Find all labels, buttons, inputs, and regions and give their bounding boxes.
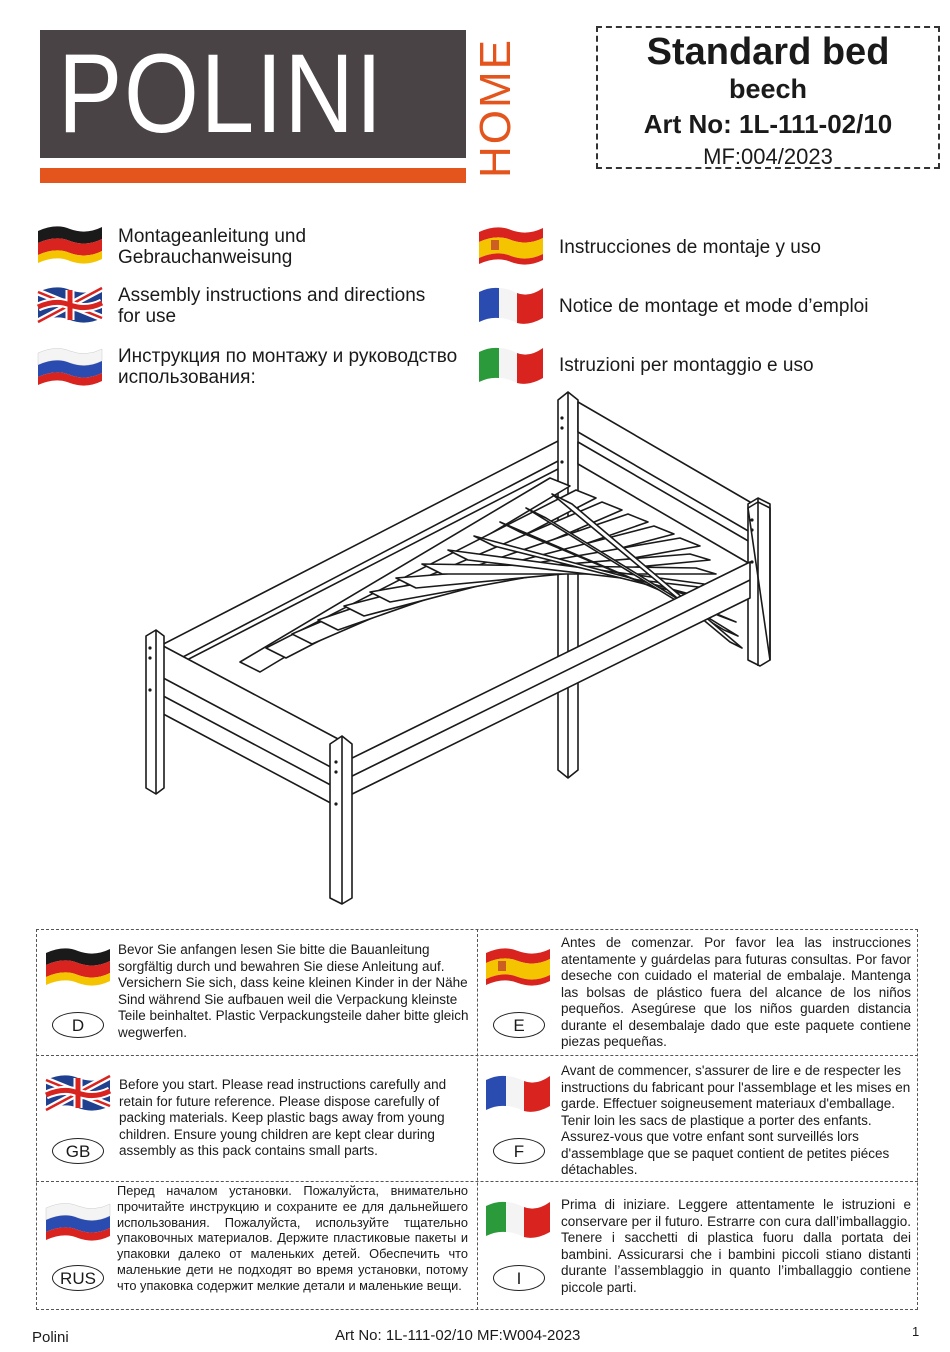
manufacture-code: MF:004/2023: [703, 144, 833, 169]
page-number: 1: [912, 1324, 920, 1339]
spain-flag-icon: [484, 945, 552, 987]
notice-spanish: Antes de comenzar. Por favor lea las instrucciones atentamente y guárdelas para futuras consultas. Por favor deseche con cuidado el material de embalaje. Mantenga las bolsas de plástico fuera del alcance de los niños pequeños. Asegúrese que los niños guarden distancia durante el desembalaje dado que este paquete contiene piezas pequeñas.: [561, 935, 911, 1049]
logo-home: [471, 30, 520, 186]
uk-flag-icon: [44, 1072, 112, 1114]
grid-divider: [477, 929, 478, 1310]
lang-code-badge: D: [52, 1012, 104, 1038]
notice-french: Avant de commencer, s'assurer de lire e de respecter les instructions du fabricant pour l'assemblage et les mises en garde. Effectuer soigneusement materiaux d'emballage. Tenir loin les sacs de plastique a porter des enfants. Assurez-vous que votre enfant sont surveillés lors d'assemblage que se paquet contient de petites piéces détachables.: [561, 1063, 911, 1177]
logo-home-text: HOME: [471, 38, 520, 178]
lang-english-line2: for use: [118, 306, 177, 327]
germany-flag-icon: [36, 223, 104, 265]
lang-code-badge: RUS: [52, 1265, 104, 1291]
notice-italian: Prima di iniziare. Leggere attentamente le istruzioni e conservare per il futuro. Estrarre con cura dall’imballaggio. Tenere i sacchetti di plastica fuoru dalla portata dei bambini. Assicurarsi che i bambini piccoli stiano distanti durante l’assemblaggio in quanto l’imballaggio contiene piccole parti.: [561, 1197, 911, 1295]
product-title: Standard bed: [646, 31, 890, 73]
footer-article: Art No: 1L-111-02/10 MF:W004-2023: [335, 1327, 581, 1344]
lang-english: [118, 285, 425, 327]
france-flag-icon: [484, 1072, 552, 1114]
russia-flag-icon: [44, 1200, 112, 1242]
lang-russian: [118, 346, 457, 388]
footer-brand: Polini: [32, 1329, 69, 1346]
lang-spanish: Instrucciones de montaje y uso: [559, 237, 821, 258]
lang-german-line1: Montageanleitung und: [118, 226, 307, 247]
notice-english: Before you start. Please read instructions carefully and retain for future reference. Please dispose carefully of packing materials. Keep plastic bags away from young children. Ensure young children are kept clear during assembly as this pack contains small parts.: [119, 1077, 447, 1158]
title-box: [596, 26, 940, 169]
spain-flag-icon: [477, 224, 545, 266]
france-flag-icon: [477, 284, 545, 326]
russia-flag-icon: [36, 345, 104, 387]
lang-russian-line2: использования:: [118, 367, 256, 388]
lang-german-line2: Gebrauchanweisung: [118, 247, 293, 268]
lang-french: Notice de montage et mode d’emploi: [559, 296, 869, 317]
lang-russian-line1: Инструкция по монтажу и руководство: [118, 346, 458, 367]
lang-code-badge: I: [493, 1265, 545, 1291]
logo-accent-bar: [40, 168, 466, 183]
product-material: beech: [728, 74, 808, 104]
lang-italian: Istruzioni per montaggio e uso: [559, 355, 814, 376]
lang-code-badge: E: [493, 1012, 545, 1038]
lang-english-line1: Assembly instructions and directions: [118, 285, 426, 306]
bed-illustration: [130, 390, 780, 905]
lang-code-badge: F: [493, 1138, 545, 1164]
lang-code-badge: GB: [52, 1138, 104, 1164]
logo-brand: POLINI: [58, 31, 385, 156]
italy-flag-icon: [477, 344, 545, 386]
notice-russian: Перед началом установки. Пожалуйста, внимательно прочитайте инструкцию и сохраните ее для дальнейшего использования. Пожалуйста, используйте тщательно упаковочных материалов. Держите пластиковые пакеты и упаковки далеко от маленьких детей. Обеспечить что маленькие дети не подходят во время установки, потому что упаковка содержит мелкие детали и маленькие вещи.: [117, 1183, 468, 1293]
lang-german: [118, 226, 306, 268]
uk-flag-icon: [36, 284, 104, 326]
italy-flag-icon: [484, 1198, 552, 1240]
article-number: Art No: 1L-111-02/10: [643, 109, 893, 139]
notice-german: Bevor Sie anfangen lesen Sie bitte die Bauanleitung sorgfältig durch und bewahren Sie diese Anleitung auf. Versichern Sie sich, dass keine kleinen Kinder in der Nähe Sind während Sie aufbauen weil die Verpackung kleinste Teile beinhaltet. Plastic Verpackungsteile daher bitte gleich wegwerfen.: [118, 942, 469, 1040]
germany-flag-icon: [44, 945, 112, 987]
